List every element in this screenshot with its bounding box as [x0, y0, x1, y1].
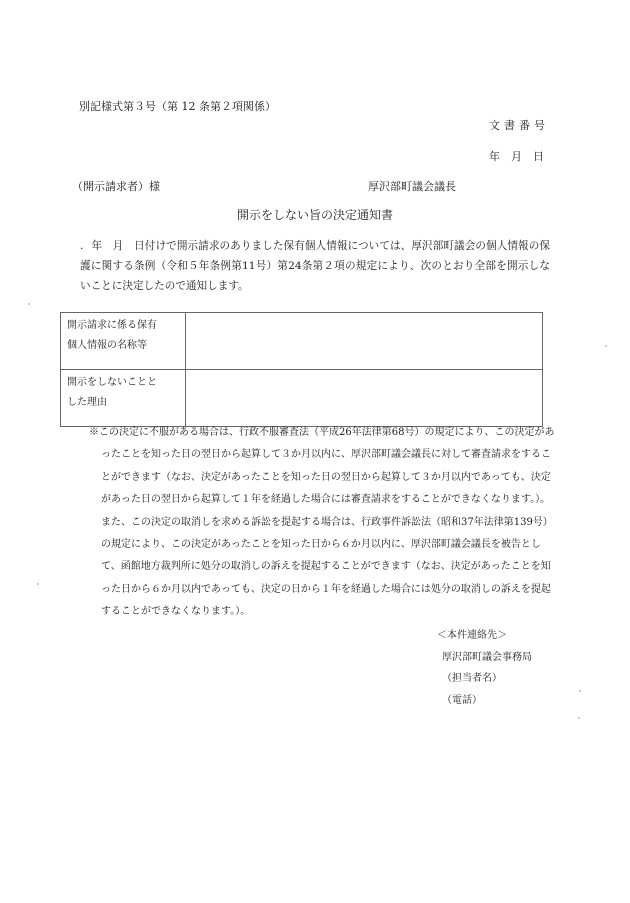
scan-speck — [605, 345, 607, 347]
table-row — [61, 313, 543, 370]
appeal-paragraph: ※この決定に不服がある場合は、行政不服審査法（平成26年法律第68号）の規定により、この決定があったことを知った日の翌日から起算して３か月以内に、厚沢部町議会議長に対して審査請求をすることができます（なお、決定があったことを知った日の翌日から起算して３か月以内であっても、決定があった日の翌日から起算して１年を経過した場合には審査請求をすることができなくなります。）。 — [89, 427, 555, 506]
row-value-requested-info — [186, 313, 543, 370]
document-number-label: 文書番号 — [489, 119, 549, 132]
notice-body — [80, 236, 550, 296]
requester-addressee: （開示請求者）様 — [72, 180, 160, 193]
scan-speck — [578, 717, 580, 719]
row-value-reason — [186, 370, 543, 427]
sender-name: 厚沢部町議会議長 — [368, 180, 456, 193]
row-label-line: 個人情報の名称等 — [67, 340, 147, 351]
contact-phone: （電話） — [442, 694, 482, 706]
scan-speck — [37, 583, 39, 585]
document-title: 開示をしない旨の決定通知書 — [236, 208, 393, 222]
body-indent-mark: . — [80, 240, 84, 252]
info-table — [60, 312, 543, 427]
lawsuit-paragraph: また、この決定の取消しを求める訴訟を提起する場合は、行政事件訴訟法（昭和37年法律第139号）の規定により、この決定があったことを知った日から６か月以内に、厚沢部町議会議長を被告として、函館地方裁判所に処分の取消しの訴えを提起することができます（なお、決定があったことを知った日から６か月以内であっても、決定の日から１年を経過した場合には処分の取消しの訴えを提起することができなくなります。）。 — [101, 516, 553, 618]
form-number-label: 別記様式第３号（第 12 条第２項関係） — [79, 100, 276, 113]
contact-header: ＜本件連絡先＞ — [437, 630, 507, 641]
row-label-reason — [61, 370, 186, 427]
contact-person: （担当者名） — [442, 673, 502, 684]
scan-speck — [579, 690, 581, 692]
row-label-line: した理由 — [67, 397, 107, 408]
body-text: 年 月 日付けで開示請求のありました保有個人情報については、厚沢部町議会の個人情報の保護に関する条例（令和５年条例第11号）第24条第２項の規定により、次のとおり全部を開示しないことに決定したので通知します。 — [80, 240, 550, 292]
date-year: 年 — [489, 150, 500, 163]
contact-block — [437, 625, 577, 711]
contact-office: 厚沢部町議会事務局 — [442, 651, 532, 663]
date-line — [489, 148, 555, 164]
scan-speck — [28, 303, 30, 305]
date-month: 月 — [511, 150, 522, 163]
row-label-requested-info — [61, 313, 186, 370]
date-day: 日 — [533, 150, 544, 163]
row-label-line: 開示請求に係る保有 — [67, 320, 157, 331]
table-row — [61, 370, 543, 427]
appeal-notice — [89, 422, 555, 624]
row-label-line: 開示をしないことと — [67, 377, 157, 388]
